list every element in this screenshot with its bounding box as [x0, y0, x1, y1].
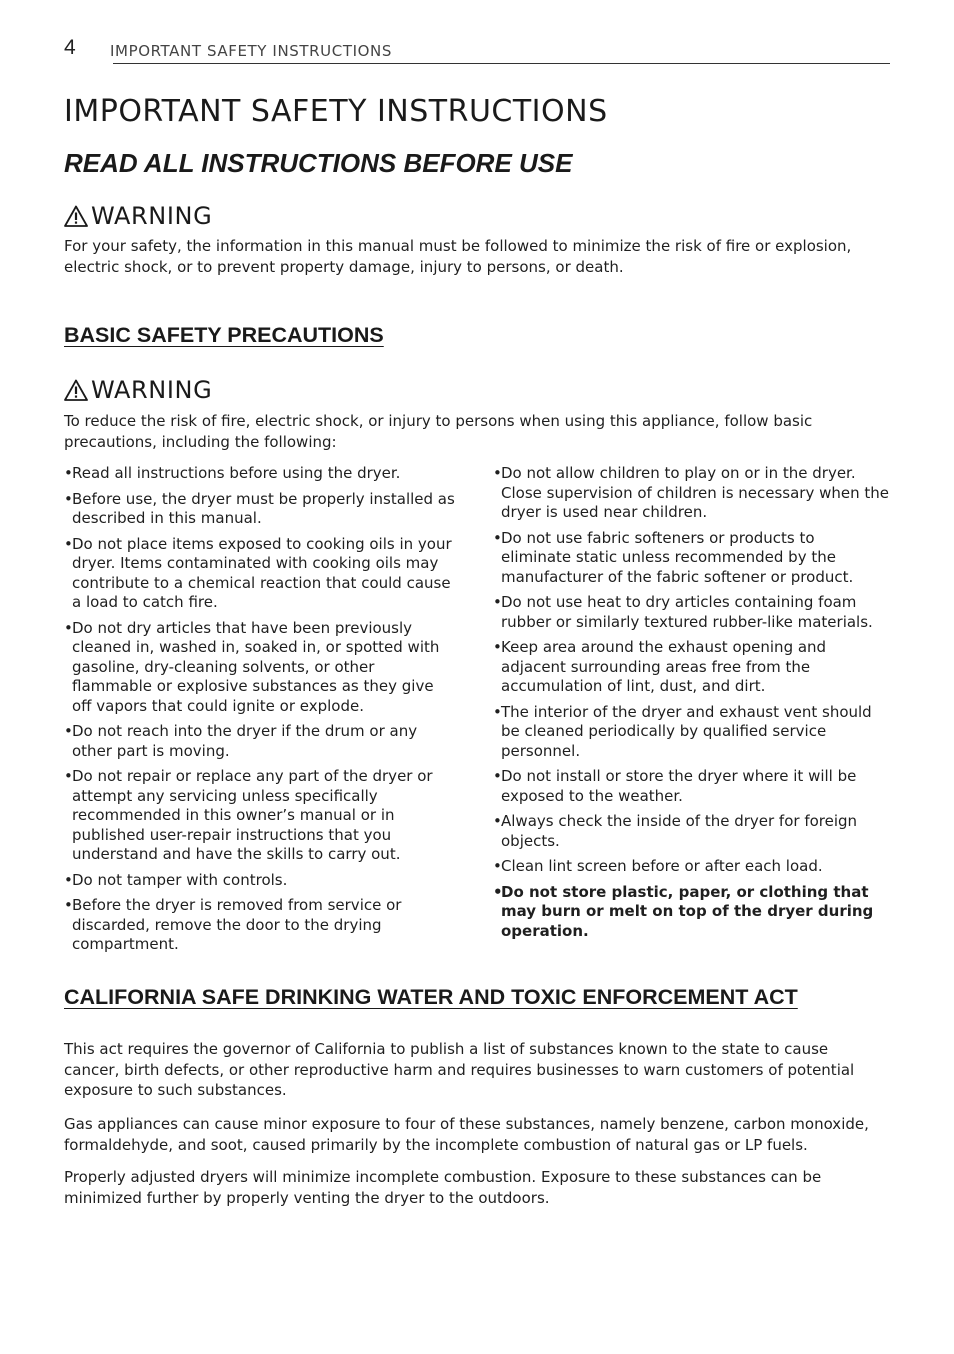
- list-item: • Do not use fabric softeners or products to eliminate static unless recommended by the manufacturer of the fabric softener or product.: [493, 529, 889, 588]
- list-item: • Do not allow children to play on or in the dryer. Close supervision of children is necessary when the dryer is used near children.: [493, 464, 889, 523]
- warning-text: For your safety, the information in this manual must be followed to minimize the risk of fire or explosion, electric shock, or to prevent property damage, injury to persons, or death.: [64, 237, 852, 276]
- list-item: • Do not repair or replace any part of the dryer or attempt any servicing unless specifically recommended in this owner’s manual or in published user-repair instructions that you understand and have the skills to carry out.: [64, 767, 456, 865]
- list-item: • Do not tamper with controls.: [64, 871, 456, 891]
- list-item: • Do not reach into the dryer if the drum or any other part is moving.: [64, 722, 456, 761]
- california-paragraph-3: Properly adjusted dryers will minimize incomplete combustion. Exposure to these substances can be minimized further by properly venting the dryer to the outdoors.: [64, 1168, 822, 1207]
- list-item: • Do not dry articles that have been previously cleaned in, washed in, soaked in, or spotted with gasoline, dry-cleaning solvents, or other flammable or explosive substances as they give off vapors that could ignite or explode.: [64, 619, 456, 717]
- list-item: • Keep area around the exhaust opening and adjacent surrounding areas free from the accumulation of lint, dust, and dirt.: [493, 638, 889, 697]
- warning-heading: [64, 202, 212, 230]
- page-title: IMPORTANT SAFETY INSTRUCTIONS: [64, 94, 608, 129]
- warning-label: WARNING: [91, 202, 213, 230]
- list-item: • Before the dryer is removed from service or discarded, remove the door to the drying compartment.: [64, 896, 456, 955]
- warning-triangle-icon: [64, 379, 88, 401]
- running-head: IMPORTANT SAFETY INSTRUCTIONS: [110, 42, 392, 60]
- precautions-list-right: [493, 464, 889, 947]
- list-item: • Always check the inside of the dryer for foreign objects.: [493, 812, 889, 851]
- list-item: • Before use, the dryer must be properly installed as described in this manual.: [64, 490, 456, 529]
- list-item: • Read all instructions before using the dryer.: [64, 464, 456, 484]
- california-paragraph-2: Gas appliances can cause minor exposure to four of these substances, namely benzene, carbon monoxide, formaldehyde, and soot, caused primarily by the incomplete combustion of natural gas or LP fuels.: [64, 1115, 869, 1154]
- california-heading: CALIFORNIA SAFE DRINKING WATER AND TOXIC ENFORCEMENT ACT: [64, 985, 798, 1009]
- page-number: 4: [64, 36, 76, 59]
- precautions-list-left: [64, 464, 456, 961]
- california-paragraph-1: This act requires the governor of California to publish a list of substances known to the state to cause cancer, birth defects, or other reproductive harm and requires businesses to warn customers of potential exposure to such substances.: [64, 1040, 855, 1099]
- list-item: • Do not place items exposed to cooking oils in your dryer. Items contaminated with cooking oils may contribute to a chemical reaction that could cause a load to catch fire.: [64, 535, 456, 613]
- warning-triangle-icon: [64, 205, 88, 227]
- list-item: • The interior of the dryer and exhaust vent should be cleaned periodically by qualified service personnel.: [493, 703, 889, 762]
- basic-warning-heading: [64, 376, 212, 404]
- warning-label: WARNING: [91, 376, 213, 404]
- basic-intro: To reduce the risk of fire, electric shock, or injury to persons when using this appliance, follow basic precautions, including the following:: [64, 412, 813, 451]
- header-rule: [113, 63, 890, 64]
- list-item: • Do not install or store the dryer where it will be exposed to the weather.: [493, 767, 889, 806]
- list-item-emphasis: • Do not store plastic, paper, or clothing that may burn or melt on top of the dryer during operation.: [493, 883, 889, 942]
- page-subtitle: READ ALL INSTRUCTIONS BEFORE USE: [64, 148, 573, 178]
- basic-safety-heading: BASIC SAFETY PRECAUTIONS: [64, 323, 384, 347]
- list-item: • Clean lint screen before or after each load.: [493, 857, 889, 877]
- list-item: • Do not use heat to dry articles containing foam rubber or similarly textured rubber-like materials.: [493, 593, 889, 632]
